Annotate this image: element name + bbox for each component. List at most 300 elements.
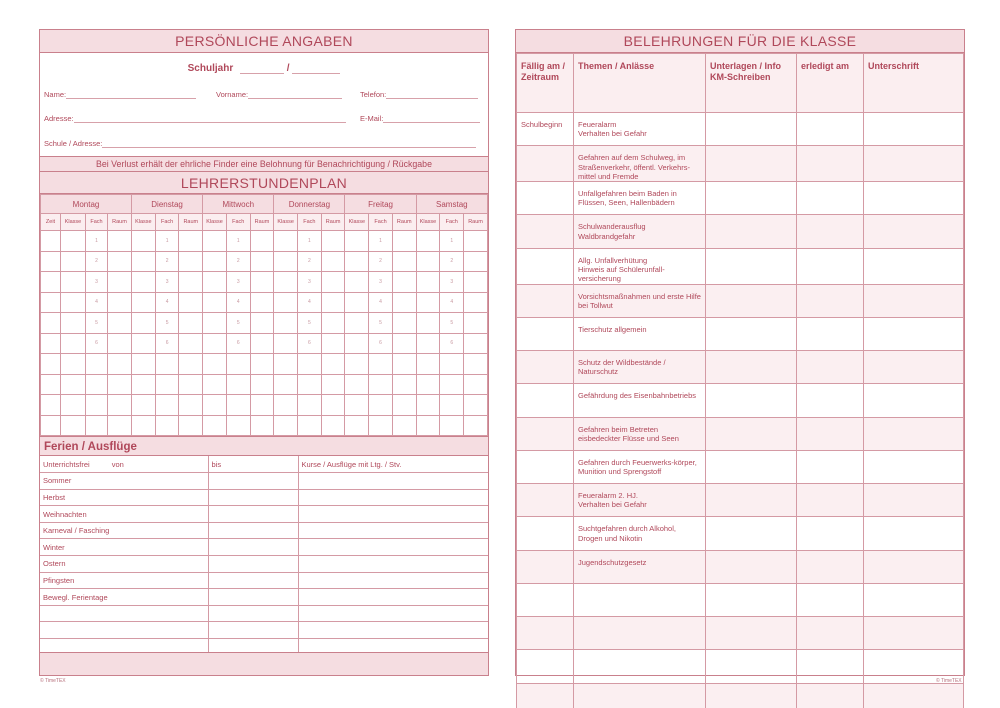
left-page bbox=[39, 29, 489, 676]
timetable-cell[interactable]: 2 bbox=[86, 251, 108, 272]
row-unterschrift-cell[interactable] bbox=[864, 146, 964, 182]
timetable-cell[interactable]: 5 bbox=[440, 313, 464, 334]
timetable-cell[interactable] bbox=[179, 251, 203, 272]
row-erledigt-cell[interactable] bbox=[797, 351, 864, 384]
ferien-cell[interactable] bbox=[208, 589, 298, 606]
timetable-cell[interactable]: 4 bbox=[86, 292, 108, 313]
timetable-cell[interactable] bbox=[416, 333, 440, 354]
timetable-cell[interactable] bbox=[203, 251, 227, 272]
row-unterlagen-cell[interactable] bbox=[706, 248, 797, 284]
timetable-cell[interactable] bbox=[345, 333, 369, 354]
timetable-cell[interactable] bbox=[108, 313, 132, 334]
timetable-cell[interactable] bbox=[392, 415, 416, 436]
timetable-cell[interactable]: 2 bbox=[226, 251, 250, 272]
day-dienstag: Dienstag bbox=[132, 195, 203, 214]
timetable-cell[interactable] bbox=[345, 395, 369, 416]
timetable-cell[interactable] bbox=[132, 415, 156, 436]
left-copyright: © TimeTEX bbox=[40, 678, 66, 684]
row-erledigt-cell[interactable] bbox=[797, 517, 864, 550]
timetable-cell[interactable] bbox=[155, 374, 179, 395]
timetable-cell[interactable] bbox=[155, 354, 179, 375]
row-unterlagen-cell[interactable] bbox=[706, 113, 797, 146]
timetable-cell[interactable] bbox=[321, 415, 345, 436]
row-erledigt-cell[interactable] bbox=[797, 417, 864, 450]
ferien-cell[interactable] bbox=[208, 605, 298, 622]
timetable-cell[interactable] bbox=[108, 272, 132, 293]
timetable-cell[interactable] bbox=[416, 415, 440, 436]
timetable-cell[interactable] bbox=[321, 313, 345, 334]
timetable-cell[interactable] bbox=[41, 395, 61, 416]
timetable-cell[interactable] bbox=[464, 395, 488, 416]
timetable-cell[interactable]: 1 bbox=[86, 231, 108, 252]
row-unterschrift-cell[interactable] bbox=[864, 284, 964, 317]
ferien-cell[interactable] bbox=[298, 605, 488, 622]
ferien-row bbox=[40, 622, 488, 639]
timetable-cell[interactable] bbox=[250, 313, 274, 334]
timetable-cell[interactable]: 6 bbox=[226, 333, 250, 354]
timetable-cell[interactable] bbox=[226, 415, 250, 436]
timetable-cell[interactable] bbox=[203, 374, 227, 395]
timetable-cell[interactable] bbox=[250, 374, 274, 395]
timetable-cell[interactable]: 2 bbox=[298, 251, 322, 272]
timetable-cell[interactable] bbox=[369, 395, 393, 416]
ferien-row bbox=[40, 473, 488, 490]
timetable-cell[interactable] bbox=[179, 313, 203, 334]
row-date bbox=[517, 550, 574, 583]
row-erledigt-cell[interactable] bbox=[797, 182, 864, 215]
timetable-cell[interactable] bbox=[298, 374, 322, 395]
ferien-cell[interactable] bbox=[208, 506, 298, 523]
timetable-cell[interactable] bbox=[392, 333, 416, 354]
ferien-cell[interactable] bbox=[298, 572, 488, 589]
row-topic: Jugendschutzgesetz bbox=[574, 550, 706, 583]
row-unterlagen-cell[interactable] bbox=[706, 450, 797, 483]
timetable-cell[interactable]: 5 bbox=[86, 313, 108, 334]
row-unterschrift-cell[interactable] bbox=[864, 182, 964, 215]
ferien-cell[interactable] bbox=[298, 589, 488, 606]
name-line[interactable] bbox=[66, 98, 196, 99]
timetable-cell[interactable] bbox=[250, 231, 274, 252]
timetable-cell[interactable] bbox=[86, 415, 108, 436]
timetable-cell[interactable] bbox=[108, 395, 132, 416]
row-erledigt-cell[interactable] bbox=[797, 617, 864, 650]
ferien-cell[interactable] bbox=[208, 473, 298, 490]
row-unterschrift-cell[interactable] bbox=[864, 351, 964, 384]
timetable-cell[interactable] bbox=[61, 415, 86, 436]
timetable-cell[interactable] bbox=[250, 333, 274, 354]
timetable-cell[interactable] bbox=[392, 272, 416, 293]
ferien-cell[interactable] bbox=[208, 556, 298, 573]
timetable-cell[interactable] bbox=[86, 395, 108, 416]
timetable-cell[interactable] bbox=[61, 313, 86, 334]
timetable-cell[interactable] bbox=[345, 354, 369, 375]
row-unterlagen-cell[interactable] bbox=[706, 351, 797, 384]
timetable-cell[interactable] bbox=[226, 354, 250, 375]
timetable-cell[interactable]: 6 bbox=[440, 333, 464, 354]
timetable-cell[interactable]: 3 bbox=[369, 272, 393, 293]
timetable-cell[interactable] bbox=[274, 251, 298, 272]
timetable-body bbox=[41, 231, 488, 436]
ferien-title: Ferien / Ausflüge bbox=[40, 436, 488, 456]
timetable-cell[interactable] bbox=[345, 272, 369, 293]
timetable-cell[interactable]: 1 bbox=[155, 231, 179, 252]
timetable-cell[interactable] bbox=[179, 333, 203, 354]
row-unterlagen-cell[interactable] bbox=[706, 617, 797, 650]
timetable-cell[interactable] bbox=[416, 251, 440, 272]
ferien-cell[interactable] bbox=[298, 522, 488, 539]
timetable-cell[interactable] bbox=[61, 272, 86, 293]
row-topic: Vorsichtsmaßnahmen und erste Hilfe bei Tollwut bbox=[574, 284, 706, 317]
timetable-cell[interactable]: 2 bbox=[440, 251, 464, 272]
timetable-cell[interactable] bbox=[41, 354, 61, 375]
timetable-cell[interactable] bbox=[321, 395, 345, 416]
timetable-cell[interactable] bbox=[321, 333, 345, 354]
timetable-cell[interactable] bbox=[226, 374, 250, 395]
timetable-cell[interactable] bbox=[345, 313, 369, 334]
timetable-cell[interactable] bbox=[155, 395, 179, 416]
timetable-cell[interactable]: 1 bbox=[226, 231, 250, 252]
row-erledigt-cell[interactable] bbox=[797, 683, 864, 708]
timetable-row bbox=[41, 292, 488, 313]
timetable-cell[interactable] bbox=[203, 231, 227, 252]
sub-raum: Raum bbox=[108, 214, 132, 231]
timetable-cell[interactable] bbox=[392, 231, 416, 252]
timetable-cell[interactable]: 6 bbox=[86, 333, 108, 354]
timetable-cell[interactable] bbox=[132, 231, 156, 252]
row-unterlagen-cell[interactable] bbox=[706, 215, 797, 248]
row-unterschrift-cell[interactable] bbox=[864, 583, 964, 616]
timetable-cell[interactable] bbox=[132, 354, 156, 375]
row-topic: Schutz der Wildbestände / Naturschutz bbox=[574, 351, 706, 384]
timetable-cell[interactable]: 2 bbox=[155, 251, 179, 272]
timetable-cell[interactable] bbox=[321, 231, 345, 252]
timetable-cell[interactable] bbox=[108, 251, 132, 272]
timetable-cell[interactable] bbox=[132, 374, 156, 395]
timetable-cell[interactable] bbox=[345, 374, 369, 395]
timetable-cell[interactable] bbox=[464, 374, 488, 395]
timetable-cell[interactable]: 2 bbox=[369, 251, 393, 272]
timetable-cell[interactable]: 1 bbox=[369, 231, 393, 252]
timetable-cell[interactable]: 6 bbox=[155, 333, 179, 354]
timetable-cell[interactable] bbox=[416, 374, 440, 395]
row-unterschrift-cell[interactable] bbox=[864, 484, 964, 517]
timetable-cell[interactable] bbox=[345, 415, 369, 436]
row-unterschrift-cell[interactable] bbox=[864, 517, 964, 550]
timetable-cell[interactable] bbox=[274, 374, 298, 395]
row-unterschrift-cell[interactable] bbox=[864, 113, 964, 146]
timetable-cell[interactable]: 4 bbox=[298, 292, 322, 313]
timetable-cell[interactable] bbox=[179, 374, 203, 395]
row-unterlagen-cell[interactable] bbox=[706, 517, 797, 550]
timetable-cell[interactable] bbox=[41, 374, 61, 395]
row-unterlagen-cell[interactable] bbox=[706, 317, 797, 350]
timetable-cell[interactable] bbox=[108, 231, 132, 252]
row-erledigt-cell[interactable] bbox=[797, 113, 864, 146]
row-unterlagen-cell[interactable] bbox=[706, 550, 797, 583]
email-line[interactable] bbox=[383, 122, 480, 123]
timetable-cell[interactable] bbox=[321, 272, 345, 293]
adresse-line[interactable] bbox=[74, 122, 346, 123]
timetable-cell[interactable] bbox=[464, 415, 488, 436]
timetable-cell[interactable] bbox=[345, 231, 369, 252]
timetable-cell[interactable] bbox=[416, 313, 440, 334]
timetable-cell[interactable] bbox=[464, 292, 488, 313]
timetable-cell[interactable] bbox=[108, 292, 132, 313]
timetable-cell[interactable] bbox=[179, 354, 203, 375]
sub-fach: Fach bbox=[298, 214, 322, 231]
belehrung-row bbox=[517, 215, 964, 248]
timetable-cell[interactable] bbox=[61, 395, 86, 416]
timetable-cell[interactable] bbox=[61, 292, 86, 313]
timetable-cell[interactable] bbox=[464, 313, 488, 334]
row-unterschrift-cell[interactable] bbox=[864, 317, 964, 350]
day-donnerstag: Donnerstag bbox=[274, 195, 345, 214]
sub-klasse: Klasse bbox=[274, 214, 298, 231]
timetable-cell[interactable] bbox=[61, 251, 86, 272]
timetable-cell[interactable] bbox=[392, 354, 416, 375]
ferien-cell[interactable] bbox=[208, 622, 298, 639]
row-erledigt-cell[interactable] bbox=[797, 284, 864, 317]
timetable-cell[interactable] bbox=[416, 292, 440, 313]
ferien-cell[interactable] bbox=[298, 489, 488, 506]
timetable-cell[interactable] bbox=[274, 292, 298, 313]
timetable-cell[interactable] bbox=[250, 292, 274, 313]
timetable-cell[interactable] bbox=[155, 415, 179, 436]
timetable-cell[interactable] bbox=[132, 292, 156, 313]
timetable-cell[interactable] bbox=[179, 395, 203, 416]
timetable-cell[interactable] bbox=[41, 292, 61, 313]
row-erledigt-cell[interactable] bbox=[797, 317, 864, 350]
timetable-cell[interactable] bbox=[179, 272, 203, 293]
timetable-cell[interactable] bbox=[41, 313, 61, 334]
row-date bbox=[517, 384, 574, 417]
timetable-cell[interactable] bbox=[108, 415, 132, 436]
timetable-cell[interactable] bbox=[132, 313, 156, 334]
row-unterschrift-cell[interactable] bbox=[864, 617, 964, 650]
ferien-cell[interactable] bbox=[298, 539, 488, 556]
sub-raum: Raum bbox=[179, 214, 203, 231]
sub-raum: Raum bbox=[250, 214, 274, 231]
timetable-cell[interactable]: 6 bbox=[369, 333, 393, 354]
timetable-cell[interactable] bbox=[345, 292, 369, 313]
timetable-cell[interactable] bbox=[61, 231, 86, 252]
timetable-cell[interactable] bbox=[250, 354, 274, 375]
timetable-cell[interactable] bbox=[440, 354, 464, 375]
row-unterschrift-cell[interactable] bbox=[864, 550, 964, 583]
row-erledigt-cell[interactable] bbox=[797, 583, 864, 616]
timetable-cell[interactable]: 5 bbox=[369, 313, 393, 334]
schuljahr-from-line[interactable] bbox=[240, 73, 284, 74]
timetable-cell[interactable] bbox=[41, 251, 61, 272]
timetable-cell[interactable]: 5 bbox=[155, 313, 179, 334]
row-erledigt-cell[interactable] bbox=[797, 650, 864, 683]
timetable-cell[interactable] bbox=[203, 313, 227, 334]
timetable-cell[interactable]: 5 bbox=[226, 313, 250, 334]
timetable-cell[interactable] bbox=[274, 313, 298, 334]
row-unterlagen-cell[interactable] bbox=[706, 417, 797, 450]
timetable-cell[interactable] bbox=[345, 251, 369, 272]
timetable-cell[interactable] bbox=[86, 374, 108, 395]
timetable-cell[interactable] bbox=[226, 395, 250, 416]
timetable-cell[interactable] bbox=[203, 415, 227, 436]
row-erledigt-cell[interactable] bbox=[797, 550, 864, 583]
timetable-cell[interactable]: 4 bbox=[369, 292, 393, 313]
row-unterschrift-cell[interactable] bbox=[864, 417, 964, 450]
ferien-cell[interactable] bbox=[298, 473, 488, 490]
row-unterschrift-cell[interactable] bbox=[864, 248, 964, 284]
timetable-cell[interactable] bbox=[250, 251, 274, 272]
timetable-cell[interactable] bbox=[203, 395, 227, 416]
telefon-line[interactable] bbox=[386, 98, 478, 99]
schule-line[interactable] bbox=[102, 147, 476, 148]
ferien-cell[interactable] bbox=[298, 556, 488, 573]
ferien-label: Winter bbox=[40, 539, 208, 556]
timetable-cell[interactable] bbox=[274, 415, 298, 436]
timetable-cell[interactable]: 3 bbox=[86, 272, 108, 293]
timetable-cell[interactable] bbox=[61, 333, 86, 354]
vorname-line[interactable] bbox=[248, 98, 342, 99]
timetable-cell[interactable] bbox=[321, 251, 345, 272]
timetable-cell[interactable] bbox=[440, 374, 464, 395]
schuljahr-to-line[interactable] bbox=[292, 73, 340, 74]
timetable-cell[interactable] bbox=[250, 415, 274, 436]
timetable-cell[interactable] bbox=[392, 313, 416, 334]
row-unterlagen-cell[interactable] bbox=[706, 583, 797, 616]
row-erledigt-cell[interactable] bbox=[797, 450, 864, 483]
timetable-cell[interactable] bbox=[108, 374, 132, 395]
timetable-cell[interactable]: 3 bbox=[155, 272, 179, 293]
ferien-cell[interactable] bbox=[298, 506, 488, 523]
timetable-cell[interactable] bbox=[132, 333, 156, 354]
row-unterlagen-cell[interactable] bbox=[706, 284, 797, 317]
row-unterschrift-cell[interactable] bbox=[864, 683, 964, 708]
timetable-cell[interactable] bbox=[440, 415, 464, 436]
timetable-cell[interactable] bbox=[203, 333, 227, 354]
timetable-cell[interactable] bbox=[203, 272, 227, 293]
timetable-cell[interactable] bbox=[179, 231, 203, 252]
timetable-cell[interactable] bbox=[392, 395, 416, 416]
timetable-row bbox=[41, 333, 488, 354]
row-erledigt-cell[interactable] bbox=[797, 384, 864, 417]
timetable-cell[interactable] bbox=[464, 251, 488, 272]
timetable-cell[interactable] bbox=[464, 354, 488, 375]
timetable-cell[interactable]: 4 bbox=[155, 292, 179, 313]
timetable-cell[interactable] bbox=[298, 395, 322, 416]
timetable-cell[interactable] bbox=[179, 415, 203, 436]
row-unterlagen-cell[interactable] bbox=[706, 484, 797, 517]
timetable-cell[interactable] bbox=[274, 272, 298, 293]
timetable-cell[interactable] bbox=[440, 395, 464, 416]
timetable-cell[interactable]: 3 bbox=[298, 272, 322, 293]
timetable-cell[interactable] bbox=[108, 333, 132, 354]
row-unterlagen-cell[interactable] bbox=[706, 683, 797, 708]
timetable-cell[interactable]: 4 bbox=[440, 292, 464, 313]
timetable-cell[interactable] bbox=[61, 354, 86, 375]
ferien-cell[interactable] bbox=[208, 489, 298, 506]
timetable-cell[interactable] bbox=[416, 272, 440, 293]
timetable-cell[interactable] bbox=[274, 231, 298, 252]
timetable-cell[interactable] bbox=[416, 395, 440, 416]
timetable-cell[interactable] bbox=[321, 374, 345, 395]
row-erledigt-cell[interactable] bbox=[797, 484, 864, 517]
timetable-cell[interactable] bbox=[250, 272, 274, 293]
timetable-cell[interactable] bbox=[298, 415, 322, 436]
row-erledigt-cell[interactable] bbox=[797, 215, 864, 248]
row-unterlagen-cell[interactable] bbox=[706, 182, 797, 215]
timetable-cell[interactable]: 3 bbox=[226, 272, 250, 293]
timetable-cell[interactable] bbox=[203, 354, 227, 375]
timetable-cell[interactable] bbox=[298, 354, 322, 375]
ferien-table bbox=[40, 456, 488, 655]
timetable-cell[interactable] bbox=[250, 395, 274, 416]
timetable-cell[interactable] bbox=[464, 231, 488, 252]
row-unterlagen-cell[interactable] bbox=[706, 146, 797, 182]
row-unterschrift-cell[interactable] bbox=[864, 215, 964, 248]
timetable-cell[interactable] bbox=[132, 272, 156, 293]
day-mittwoch: Mittwoch bbox=[203, 195, 274, 214]
timetable-cell[interactable] bbox=[274, 395, 298, 416]
timetable-cell[interactable] bbox=[392, 374, 416, 395]
timetable-cell[interactable] bbox=[132, 395, 156, 416]
row-erledigt-cell[interactable] bbox=[797, 248, 864, 284]
timetable-cell[interactable] bbox=[108, 354, 132, 375]
row-unterschrift-cell[interactable] bbox=[864, 450, 964, 483]
timetable-cell[interactable]: 4 bbox=[226, 292, 250, 313]
timetable-cell[interactable] bbox=[41, 231, 61, 252]
timetable-cell[interactable] bbox=[369, 354, 393, 375]
timetable-cell[interactable] bbox=[274, 354, 298, 375]
timetable-cell[interactable] bbox=[41, 272, 61, 293]
timetable-cell[interactable] bbox=[416, 231, 440, 252]
timetable-cell[interactable]: 1 bbox=[298, 231, 322, 252]
timetable-cell[interactable] bbox=[321, 292, 345, 313]
ferien-cell[interactable] bbox=[208, 522, 298, 539]
timetable-cell[interactable] bbox=[392, 251, 416, 272]
name-label: Name: bbox=[44, 90, 67, 99]
timetable-cell[interactable] bbox=[41, 333, 61, 354]
timetable-cell[interactable] bbox=[464, 333, 488, 354]
timetable-cell[interactable] bbox=[392, 292, 416, 313]
timetable bbox=[40, 194, 488, 436]
row-unterschrift-cell[interactable] bbox=[864, 384, 964, 417]
timetable-cell[interactable] bbox=[86, 354, 108, 375]
timetable-cell[interactable] bbox=[132, 251, 156, 272]
row-unterlagen-cell[interactable] bbox=[706, 384, 797, 417]
timetable-cell[interactable] bbox=[369, 415, 393, 436]
timetable-cell[interactable] bbox=[416, 354, 440, 375]
timetable-cell[interactable] bbox=[274, 333, 298, 354]
timetable-cell[interactable]: 6 bbox=[298, 333, 322, 354]
timetable-subheader-row bbox=[41, 214, 488, 231]
ferien-cell[interactable] bbox=[298, 622, 488, 639]
timetable-cell[interactable]: 5 bbox=[298, 313, 322, 334]
timetable-cell[interactable]: 3 bbox=[440, 272, 464, 293]
timetable-cell[interactable] bbox=[464, 272, 488, 293]
timetable-cell[interactable]: 1 bbox=[440, 231, 464, 252]
timetable-cell[interactable] bbox=[321, 354, 345, 375]
timetable-cell[interactable] bbox=[179, 292, 203, 313]
timetable-cell[interactable] bbox=[203, 292, 227, 313]
timetable-cell[interactable] bbox=[369, 374, 393, 395]
timetable-cell[interactable] bbox=[41, 415, 61, 436]
row-erledigt-cell[interactable] bbox=[797, 146, 864, 182]
row-unterlagen-cell[interactable] bbox=[706, 650, 797, 683]
ferien-cell[interactable] bbox=[208, 572, 298, 589]
timetable-cell[interactable] bbox=[61, 374, 86, 395]
ferien-cell[interactable] bbox=[208, 539, 298, 556]
timetable-row bbox=[41, 313, 488, 334]
ferien-label: Bewegl. Ferientage bbox=[40, 589, 208, 606]
